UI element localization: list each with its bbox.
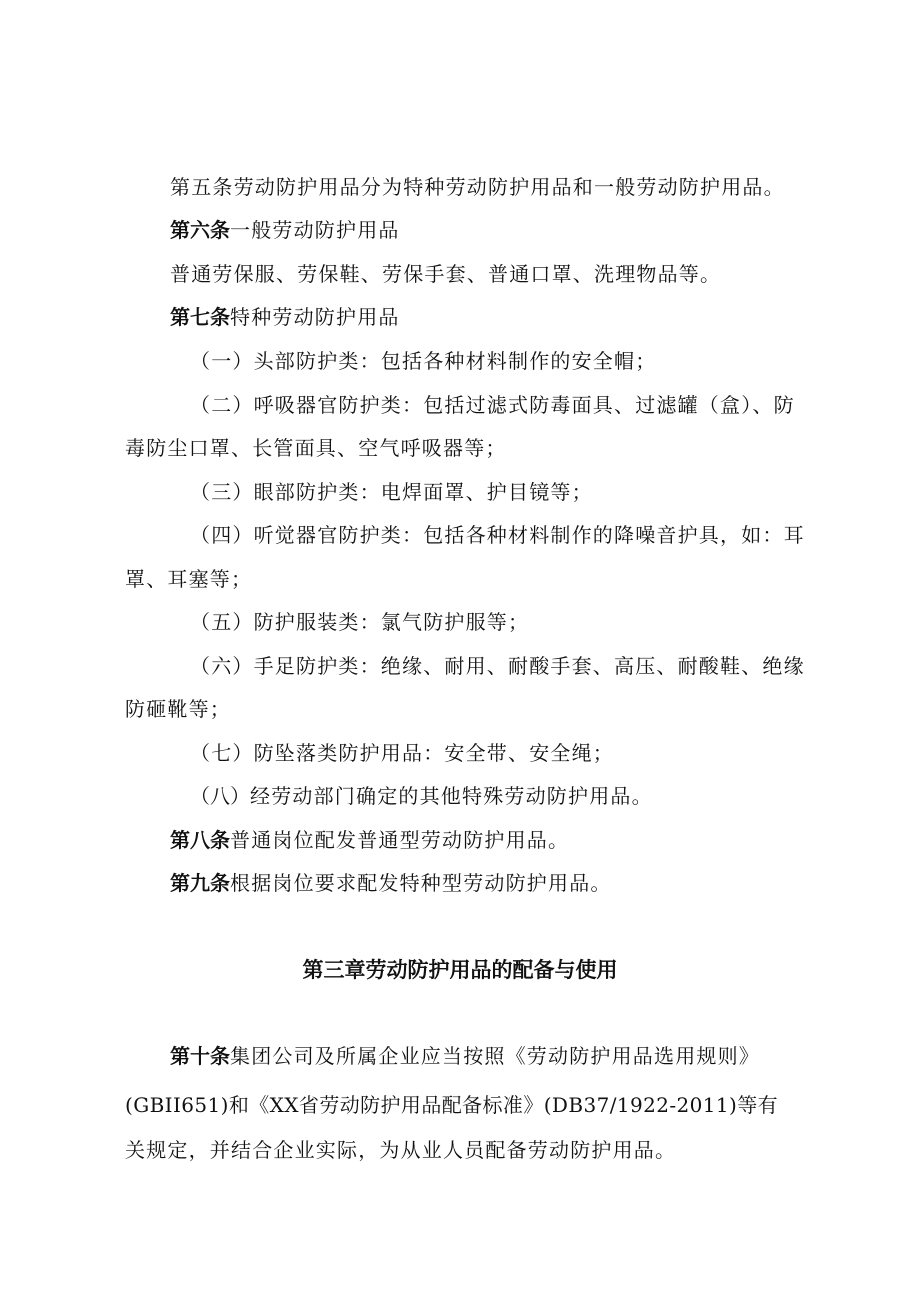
article-10-line-1 [170, 1042, 815, 1070]
item-3 [190, 478, 815, 506]
item-5 [190, 608, 815, 636]
article-8-label: 第八条 [170, 828, 230, 852]
article-10-text-1: 集团公司及所属企业应当按照《劳动防护用品选用规则》 [230, 1044, 760, 1068]
article-9-label: 第九条 [170, 871, 230, 895]
article-5-text: 第五条劳动防护用品分为特种劳动防护用品和一般劳动防护用品。 [170, 175, 785, 199]
article-5 [170, 173, 815, 201]
article-9-text: 根据岗位要求配发特种型劳动防护用品。 [230, 871, 612, 895]
article-7-label: 第七条 [170, 305, 230, 329]
item-4-line-1 [190, 521, 815, 549]
article-10-label: 第十条 [170, 1044, 230, 1068]
item-5-text: （五）防护服装类：氯气防护服等； [190, 610, 530, 634]
item-2-line-2 [125, 434, 815, 462]
item-4-line-2 [125, 565, 815, 593]
article-6-items-text: 普通劳保服、劳保鞋、劳保手套、普通口罩、洗理物品等。 [170, 262, 722, 286]
item-1-text: （一）头部防护类：包括各种材料制作的安全帽； [190, 349, 657, 373]
item-8 [190, 782, 815, 810]
article-6-items [170, 260, 815, 288]
article-6-label: 第六条 [170, 218, 230, 242]
article-7-text: 特种劳动防护用品 [230, 305, 400, 329]
item-7-text: （七）防坠落类防护用品：安全带、安全绳； [190, 741, 614, 765]
item-1 [190, 347, 815, 375]
item-8-marker: （八） [190, 784, 250, 808]
article-9 [170, 869, 815, 897]
item-2-text-2: 毒防尘口罩、长管面具、空气呼吸器等； [125, 436, 507, 460]
article-10-line-3 [125, 1136, 815, 1164]
item-6-line-1 [190, 652, 815, 680]
item-2-text-1: （二）呼吸器官防护类：包括过滤式防毒面具、过滤罐（盒）、防 [190, 393, 795, 417]
article-10-text-2: (GBII651)和《XX省劳动防护用品配备标准》(DB37/1922-2011)等有 [125, 1093, 779, 1117]
article-8-text: 普通岗位配发普通型劳动防护用品。 [230, 828, 570, 852]
item-4-text-2: 罩、耳塞等； [125, 567, 253, 591]
article-6 [170, 216, 815, 244]
item-6-text-2: 防砸靴等； [125, 697, 231, 721]
item-7 [190, 739, 815, 767]
article-10-text-3: 关规定，并结合企业实际，为从业人员配备劳动防护用品。 [125, 1138, 677, 1162]
article-10-line-2 [125, 1091, 815, 1119]
item-8-text: 经劳动部门确定的其他特殊劳动防护用品。 [250, 784, 653, 808]
item-2-line-1 [190, 391, 815, 419]
article-7 [170, 303, 815, 331]
item-6-line-2 [125, 695, 815, 723]
item-3-text: （三）眼部防护类：电焊面罩、护目镜等； [190, 480, 593, 504]
item-4-text-1: （四）听觉器官防护类：包括各种材料制作的降噪音护具，如：耳 [190, 523, 805, 547]
article-8 [170, 826, 815, 854]
chapter-3-heading: 第三章劳动防护用品的配备与使用 [302, 958, 618, 982]
article-6-text: 一般劳动防护用品 [230, 218, 400, 242]
item-6-text-1: （六）手足防护类：绝缘、耐用、耐酸手套、高压、耐酸鞋、绝缘 [190, 654, 805, 678]
